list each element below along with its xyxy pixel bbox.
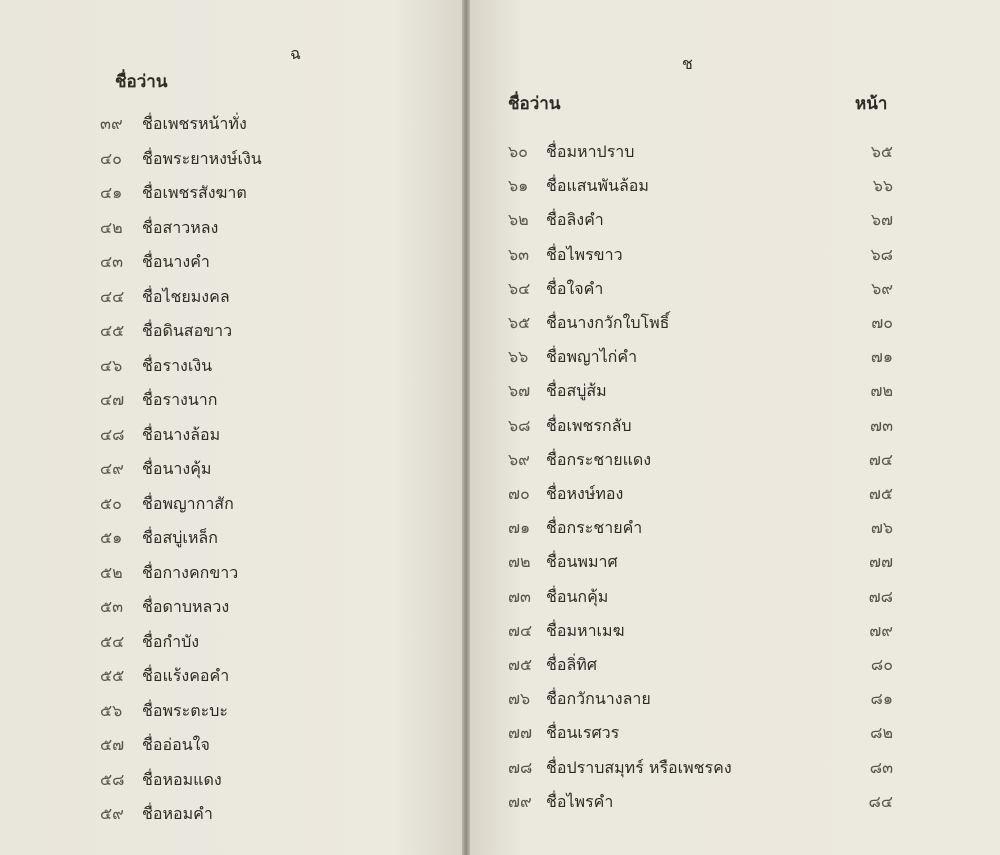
entry-name: ชื่อไพรคำ: [546, 791, 614, 811]
entry-number: ๕๗: [100, 735, 125, 754]
entry-number: ๕๒: [100, 562, 123, 582]
entry-number: ๔๓: [100, 252, 124, 271]
entry-name: ชื่ออ่อนใจ: [142, 735, 210, 754]
entry-name: ชื่อนางคำ: [142, 252, 210, 271]
entry-name: ชื่อเพชรกลับ: [546, 415, 632, 435]
entry-name: ชื่อไชยมงคล: [142, 286, 230, 306]
entry-number: ๗๕: [508, 655, 533, 674]
entry-name: ชื่อกระชายคำ: [546, 518, 643, 538]
entry-number: ๗๖: [508, 689, 531, 709]
entry-name: ชื่อแร้งคอคำ: [142, 666, 230, 685]
list-item: [508, 448, 898, 474]
entry-name: ชื่อดินสอขาว: [142, 321, 233, 340]
entry-page-number: ๗๑: [870, 347, 893, 367]
entry-number: ๔๒: [100, 217, 123, 237]
list-item: [508, 345, 898, 371]
entry-page-number: ๖๖: [872, 176, 893, 196]
entry-page-number: ๘๐: [870, 655, 893, 674]
entry-number: ๓๙: [100, 114, 123, 133]
list-item: [100, 354, 420, 380]
column-header: ชื่อว่าน: [508, 94, 561, 114]
entry-name: ชื่อพญาไก่คำ: [546, 347, 638, 367]
entry-number: ๖๗: [508, 381, 531, 401]
list-item: [508, 243, 898, 269]
entry-number: ๔๙: [100, 459, 124, 478]
entry-name: ชื่อสาวหลง: [142, 217, 219, 237]
entry-number: ๗๗: [508, 723, 533, 743]
entry-number: ๔๔: [100, 286, 125, 306]
list-item: [508, 516, 898, 542]
entry-number: ๔๘: [100, 424, 125, 444]
list-item: [100, 423, 420, 449]
entry-number: ๖๐: [508, 142, 528, 161]
entry-name: ชื่อนางล้อม: [142, 424, 221, 444]
entry-number: ๖๒: [508, 210, 529, 230]
list-item: [508, 721, 898, 747]
entry-number: ๕๔: [100, 631, 125, 651]
list-item: [100, 285, 420, 311]
list-item: [100, 768, 420, 794]
entry-name: ชื่อปราบสมุทร์ หรือเพชรคง: [546, 757, 732, 777]
entry-number: ๕๓: [100, 597, 124, 616]
entry-name: ชื่อกำบัง: [142, 631, 200, 651]
entry-number: ๕๑: [100, 528, 123, 547]
entry-page-number: ๖๙: [871, 278, 893, 298]
list-item: [508, 550, 898, 576]
list-item: [508, 619, 898, 645]
list-item: [508, 277, 898, 303]
list-item: [508, 414, 898, 440]
list-item: [100, 319, 420, 345]
entry-number: ๔๖: [100, 355, 123, 375]
list-item: [100, 457, 420, 483]
list-item: [100, 802, 420, 828]
entry-number: ๔๐: [100, 148, 122, 168]
page-marker: ฉ: [290, 44, 301, 63]
list-item: [100, 216, 420, 242]
entry-number: ๕๐: [100, 493, 122, 513]
entry-page-number: ๗๖: [870, 518, 893, 538]
entry-number: ๕๙: [100, 804, 124, 823]
list-item: [508, 482, 898, 508]
entry-page-number: ๘๒: [870, 723, 893, 743]
entry-number: ๗๙: [508, 791, 532, 811]
entry-number: ๖๑: [508, 176, 529, 196]
entry-page-number: ๖๘: [870, 244, 893, 264]
entry-name: ชื่อกางคกขาว: [142, 562, 239, 582]
entry-number: ๗๒: [508, 552, 531, 572]
entry-page-number: ๗๐: [871, 313, 893, 332]
entry-number: ๔๑: [100, 183, 123, 202]
entry-page-number: ๗๘: [868, 586, 893, 606]
list-item: [508, 208, 898, 234]
entry-name: ชื่อใจคำ: [546, 278, 604, 298]
list-item: [100, 147, 420, 173]
entry-name: ชื่อมหาปราบ: [546, 142, 635, 161]
entry-number: ๖๕: [508, 313, 531, 332]
entry-name: ชื่อกวักนางลาย: [546, 689, 651, 709]
entry-name: ชื่อแสนพันล้อม: [546, 176, 649, 196]
list-item: [100, 699, 420, 725]
list-item: [100, 561, 420, 587]
entry-page-number: ๖๕: [870, 142, 893, 161]
entry-page-number: ๗๙: [869, 620, 893, 640]
entry-page-number: ๘๓: [869, 757, 893, 777]
list-item: [100, 630, 420, 656]
list-item: [100, 388, 420, 414]
right-page: [470, 0, 1000, 855]
entry-number: ๖๘: [508, 415, 531, 435]
entry-number: ๖๖: [508, 347, 529, 367]
list-item: [100, 250, 420, 276]
list-item: [508, 379, 898, 405]
list-item: [508, 140, 898, 166]
entry-name: ชื่อพระยาหงษ์เงิน: [142, 148, 262, 168]
entry-name: ชื่อหอมแดง: [142, 769, 222, 789]
entry-page-number: ๗๓: [870, 415, 893, 435]
entry-number: ๔๕: [100, 321, 125, 340]
entry-page-number: ๖๗: [870, 210, 893, 230]
entry-page-number: ๗๒: [870, 381, 893, 401]
list-item: [100, 733, 420, 759]
entry-name: ชื่อเพชรหน้าทั่ง: [142, 114, 247, 133]
entry-number: ๕๖: [100, 700, 123, 720]
entry-name: ชื่อสบู่เหล็ก: [142, 528, 218, 547]
page-column-header: หน้า: [855, 94, 888, 114]
list-item: [508, 653, 898, 679]
entry-number: ๕๘: [100, 769, 125, 789]
entry-number: ๖๓: [508, 244, 530, 264]
column-header: ชื่อว่าน: [115, 72, 168, 92]
list-item: [100, 595, 420, 621]
entry-number: ๗๐: [508, 484, 530, 503]
entry-number: ๖๔: [508, 278, 531, 298]
entry-name: ชื่อลิงคำ: [546, 210, 604, 230]
list-item: [508, 585, 898, 611]
entry-name: ชื่อหงษ์ทอง: [546, 484, 624, 503]
list-item: [508, 756, 898, 782]
list-item: [100, 181, 420, 207]
entry-page-number: ๗๔: [868, 449, 893, 469]
entry-page-number: ๗๗: [868, 552, 893, 572]
entry-name: ชื่อดาบหลวง: [142, 597, 230, 616]
entry-name: ชื่อพญากาสัก: [142, 493, 234, 513]
list-item: [100, 526, 420, 552]
entry-name: ชื่อหอมคำ: [142, 804, 213, 823]
entry-name: ชื่อลิ่ทิศ: [546, 655, 597, 674]
entry-name: ชื่อนเรศวร: [546, 723, 620, 743]
entry-number: ๔๗: [100, 390, 125, 409]
entry-number: ๗๑: [508, 518, 531, 538]
page-marker: ช: [682, 54, 693, 73]
entry-name: ชื่อรางนาก: [142, 390, 218, 409]
entry-number: ๖๙: [508, 449, 530, 469]
entry-name: ชื่อนางกวักใบโพธิ์: [546, 313, 670, 332]
entry-name: ชื่อนางคุ้ม: [142, 459, 212, 478]
list-item: [100, 664, 420, 690]
entry-number: ๗๘: [508, 757, 533, 777]
list-item: [508, 687, 898, 713]
entry-name: ชื่อมหาเมฆ: [546, 620, 625, 640]
entry-name: ชื่อนกคุ้ม: [546, 586, 609, 606]
entry-page-number: ๗๕: [868, 484, 893, 503]
entry-name: ชื่อเพชรสังฆาต: [142, 183, 247, 202]
list-item: [508, 311, 898, 337]
entry-name: ชื่อไพรขาว: [546, 244, 623, 264]
entry-name: ชื่อสบู่ส้ม: [546, 381, 607, 401]
entry-name: ชื่อพระตะบะ: [142, 700, 228, 720]
left-page: [0, 0, 462, 855]
entry-page-number: ๘๔: [868, 791, 893, 811]
entry-page-number: ๘๑: [870, 689, 893, 709]
list-item: [508, 790, 898, 816]
entry-number: ๕๕: [100, 666, 125, 685]
entry-name: ชื่อนพมาศ: [546, 552, 618, 572]
list-item: [100, 492, 420, 518]
list-item: [508, 174, 898, 200]
book-gutter: [462, 0, 470, 855]
list-item: [100, 112, 420, 138]
entry-number: ๗๔: [508, 620, 533, 640]
entry-name: ชื่อกระชายแดง: [546, 449, 652, 469]
entry-name: ชื่อรางเงิน: [142, 355, 213, 375]
entry-number: ๗๓: [508, 586, 531, 606]
